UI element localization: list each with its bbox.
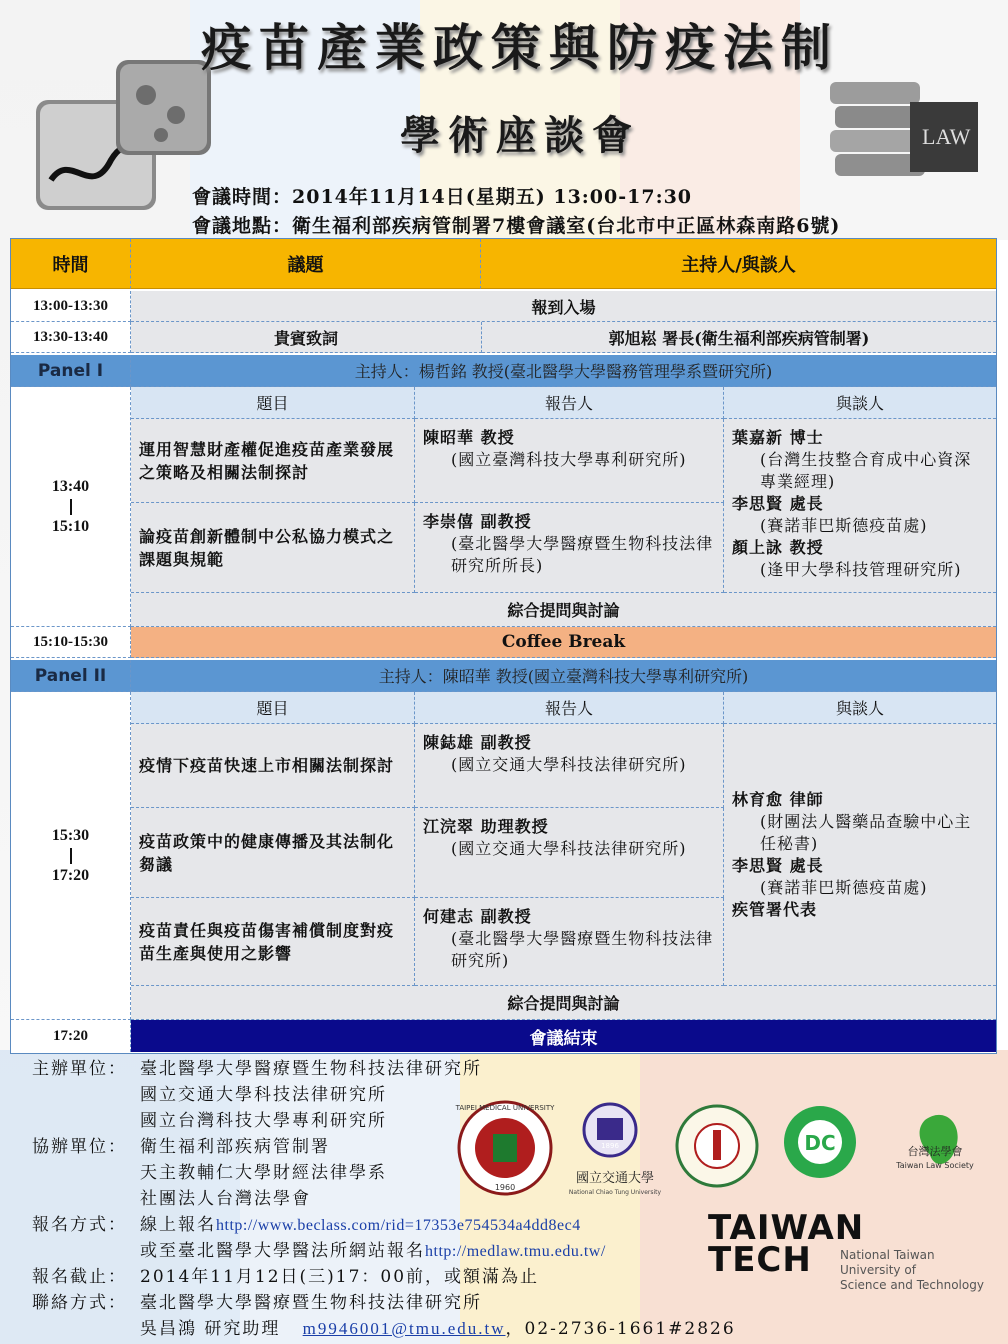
coffee-break: Coffee Break [131,627,996,658]
speaker-affiliation: (國立交通大學科技法律研究所) [451,839,687,858]
speaker-name: 陳昭華 教授 [423,428,515,447]
panel2-speaker-1 [415,724,724,808]
contact-email[interactable]: m9946001@tmu.edu.tw [302,1319,506,1338]
registration-site: 或至臺北醫學大學醫法所網站報名 [140,1241,425,1261]
panelist-affiliation: (台灣生技整合育成中心資深專業經理) [760,450,972,491]
speaker-affiliation: (臺北醫學大學醫療暨生物科技法律研究所所長) [451,534,714,575]
speaker-name: 李崇僖 副教授 [423,512,532,531]
organizer-3: 國立台灣科技大學專利研究所 [140,1111,387,1131]
panel1-host: 主持人：楊哲銘 教授(臺北醫學大學醫務管理學系暨研究所) [131,355,996,387]
panel2-topic-1: 疫情下疫苗快速上市相關法制探討 [131,724,415,808]
checkin-time: 13:00-13:30 [11,291,131,322]
panelist-affiliation: (財團法人醫藥品查驗中心主任秘書) [760,811,972,853]
speaker-name: 何建志 副教授 [423,907,532,926]
organizer-label: 主辦單位： [32,1059,127,1079]
svg-text:LAW: LAW [922,124,971,149]
svg-text:TAIPEI MEDICAL UNIVERSITY: TAIPEI MEDICAL UNIVERSITY [455,1104,555,1112]
contact-person: 吳昌鴻 研究助理 [140,1319,281,1339]
page-subtitle: 學術座談會 [400,112,640,159]
panelist-affiliation: (賽諾菲巴斯德疫苗處) [760,877,928,897]
panel2-time [11,692,131,1020]
welcome-time: 13:30-13:40 [11,322,131,353]
panel2-host: 主持人：陳昭華 教授(國立臺灣科技大學專利研究所) [131,660,996,692]
medlaw-link[interactable]: http://medlaw.tmu.edu.tw/ [425,1243,606,1260]
deadline-value: 2014年11月12日(三)17：00前，或額滿為止 [140,1267,540,1287]
panelist-name: 林育愈 律師 [732,789,824,809]
svg-text:國立交通大學: 國立交通大學 [575,1171,655,1186]
meeting-place: 會議地點：衛生福利部疾病管制署7樓會議室(台北市中正區林森南路6號) [192,215,841,237]
panel1-subhdr-speaker: 報告人 [415,387,724,419]
panel2-subhdr-panelist: 與談人 [724,692,996,724]
panel2-time-end: 17:20 [51,866,90,884]
panel1-topic-1: 運用智慧財產權促進疫苗產業發展之策略及相關法制探討 [131,419,415,503]
tmu-logo-icon [455,1102,555,1194]
co-organizer-1: 衛生福利部疾病管制署 [140,1137,330,1157]
speaker-affiliation: (臺北醫學大學醫療暨生物科技法律研究所) [451,929,714,970]
panel1-panelists [724,419,996,593]
svg-text:1896: 1896 [601,1142,619,1150]
panel2-topic-2: 疫苗政策中的健康傳播及其法制化芻議 [131,808,415,898]
co-organizer-3: 社團法人台灣法學會 [140,1189,311,1209]
panel2-name: Panel II [11,660,131,692]
panel1-time-start: 13:40 [51,477,90,495]
organizer-1: 臺北醫學大學醫療暨生物科技法律研究所 [140,1059,482,1079]
panel1-time [11,387,131,627]
panel2-speaker-3 [415,898,724,986]
panelist-name: 李思賢 處長 [732,855,824,875]
taiwan-tech-logo [708,1208,998,1292]
panelist-name: 疾管署代表 [732,899,818,919]
speaker-affiliation: (國立臺灣科技大學專利研究所) [451,450,687,469]
svg-text:DC: DC [804,1131,836,1155]
taiwan-tech-sub2: Science and Technology [840,1278,984,1292]
tls-logo-icon [895,1115,974,1170]
organizer-2: 國立交通大學科技法律研究所 [140,1085,387,1105]
taiwan-tech-wordmark: TAIWAN TECH [708,1208,865,1280]
svg-text:Taiwan Law Society: Taiwan Law Society [896,1161,974,1170]
header-host: 主持人/與談人 [481,239,996,289]
speaker-name: 陳鋕雄 副教授 [423,733,532,752]
taiwan-tech-sub1: National Taiwan University of [840,1248,935,1277]
cdc-logo-icon [784,1106,856,1178]
fju-logo-icon [677,1106,757,1186]
panel2-subhdr-speaker: 報告人 [415,692,724,724]
meeting-time: 會議時間：2014年11月14日(星期五) 13:00-17:30 [192,186,693,208]
end-time: 17:20 [11,1020,131,1052]
welcome-label: 貴賓致詞 [131,322,482,353]
page-title: 疫苗產業政策與防疫法制 [201,18,839,77]
panel2-topic-3: 疫苗責任與疫苗傷害補償制度對疫苗生產與使用之影響 [131,898,415,986]
svg-text:台灣法學會: 台灣法學會 [907,1145,963,1158]
nctu-logo-icon [569,1104,662,1196]
header-time: 時間 [11,239,131,289]
speaker-name: 江浣翠 助理教授 [423,817,549,836]
registration-link[interactable]: http://www.beclass.com/rid=17353e754534a4dd8ec4 [216,1217,581,1234]
schedule-table [10,238,997,1054]
svg-text:National Chiao Tung University: National Chiao Tung University [568,1189,662,1196]
deadline-label: 報名截止： [32,1267,127,1287]
welcome-speaker: 郭旭崧 署長(衛生福利部疾病管制署) [482,322,996,353]
panel2-panelists [724,724,996,986]
panel2-discussion: 綜合提問與討論 [131,986,996,1020]
panel1-name: Panel I [11,355,131,387]
panel1-subhdr-topic: 題目 [131,387,415,419]
panel2-speaker-2 [415,808,724,898]
virus-image [36,60,216,210]
speaker-affiliation: (國立交通大學科技法律研究所) [451,755,687,774]
panel1-topic-2: 論疫苗創新體制中公私協力模式之課題與規範 [131,503,415,593]
contact-org: 臺北醫學大學醫療暨生物科技法律研究所 [140,1293,482,1313]
co-organizer-2: 天主教輔仁大學財經法律學系 [140,1163,387,1183]
contact-phone: ，02-2736-1661#2826 [505,1319,736,1339]
registration-label: 報名方式： [32,1215,127,1235]
panelist-affiliation: (逢甲大學科技管理研究所) [760,560,962,579]
registration-online: 線上報名 [140,1215,216,1235]
panelist-name: 顏上詠 教授 [732,538,824,557]
panel2-time-start: 15:30 [51,826,90,844]
contact-label: 聯絡方式： [32,1293,127,1313]
panelist-name: 李思賢 處長 [732,494,824,513]
coffee-time: 15:10-15:30 [11,627,131,658]
panel1-speaker-1 [415,419,724,503]
co-organizer-label: 協辦單位： [32,1137,127,1157]
panel1-speaker-2 [415,503,724,593]
taiwan-tech-subtitle [840,1248,998,1293]
panel1-subhdr-panelist: 與談人 [724,387,996,419]
law-books-image [830,72,980,187]
panelist-affiliation: (賽諾菲巴斯德疫苗處) [760,516,928,535]
panel1-time-end: 15:10 [51,517,90,535]
panelist-name: 葉嘉新 博士 [732,428,824,447]
panel1-discussion: 綜合提問與討論 [131,593,996,627]
end-label: 會議結束 [131,1020,996,1052]
svg-text:1960: 1960 [494,1183,516,1192]
panel2-subhdr-topic: 題目 [131,692,415,724]
header-topic: 議題 [131,239,481,289]
checkin-label: 報到入場 [131,291,996,322]
sponsor-logos [455,1100,995,1200]
